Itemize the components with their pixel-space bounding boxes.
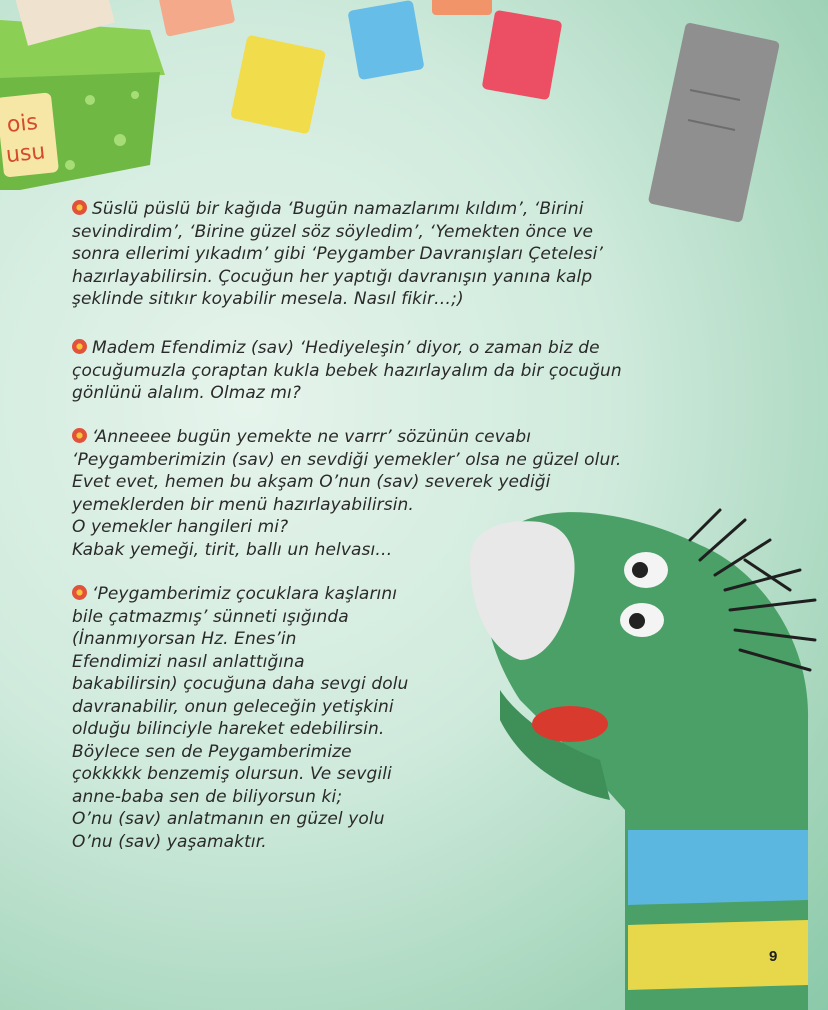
- sock-puppet-illustration: [470, 510, 815, 1010]
- page-number: 9: [769, 948, 778, 965]
- paragraph-line: Süslü püslü bir kağıda ‘Bugün namazlarımı kıldım’, ‘Birini: [72, 198, 603, 221]
- paragraph-4: [72, 583, 408, 853]
- box-label-line1: ois: [5, 109, 40, 138]
- paragraph-line: bakabilirsin) çocuğuna daha sevgi dolu: [72, 674, 409, 694]
- paragraph-line: çocuğumuzla çoraptan kukla bebek hazırlayalım da bir çocuğun: [72, 360, 622, 381]
- paragraph-line: O’nu (sav) anlatmanın en güzel yolu: [72, 809, 385, 829]
- paragraph-line: bile çatmazmış’ sünneti ışığında: [72, 606, 349, 627]
- paragraph-line: O’nu (sav) yaşamaktır.: [72, 831, 267, 852]
- paper-notes-illustration: [159, 0, 780, 223]
- paragraph-line: sevindirdim’, ‘Birine güzel söz söyledim’, ‘Yemekten önce ve: [72, 221, 594, 242]
- box-label-line2: usu: [4, 139, 47, 169]
- paragraph-line: sonra ellerimi yıkadım’ gibi ‘Peygamber Davranışları Çetelesi’: [72, 244, 603, 264]
- paragraph-line: Efendimizi nasıl anlattığına: [72, 651, 305, 672]
- paragraph-line: Evet evet, hemen bu akşam O’nun (sav) severek yediği: [72, 472, 551, 492]
- paragraph-line: Madem Efendimiz (sav) ‘Hediyeleşin’ diyor, o zaman biz de: [72, 337, 622, 360]
- paragraph-line: Böylece sen de Peygamberimize: [72, 741, 352, 762]
- green-box-illustration: [0, 0, 165, 190]
- paragraph-line: davranabilir, onun geleceğin yetişkini: [72, 696, 394, 717]
- flower-bullet-icon: [72, 428, 87, 443]
- paragraph-line: Kabak yemeği, tirit, ballı un helvası…: [72, 539, 393, 560]
- paragraph-line: çokkkkk benzemiş olursun. Ve sevgili: [72, 764, 392, 784]
- paragraph-line: yemeklerden bir menü hazırlayabilirsin.: [72, 494, 414, 515]
- paragraph-line: (İnanmıyorsan Hz. Enes’in: [72, 629, 297, 649]
- flower-bullet-icon: [72, 200, 87, 215]
- paragraph-1: [72, 198, 603, 311]
- flower-bullet-icon: [72, 585, 87, 600]
- paragraph-2: [72, 337, 622, 405]
- paragraph-line: olduğu bilinciyle hareket edebilirsin.: [72, 719, 385, 739]
- flower-bullet-icon: [72, 339, 87, 354]
- paragraph-line: şeklinde sitıkır koyabilir mesela. Nasıl fikir…;): [72, 289, 464, 309]
- paragraph-3: [72, 426, 621, 561]
- paragraph-line: ‘Peygamberimiz çocuklara kaşlarını: [72, 583, 408, 606]
- paragraph-line: ‘Anneeee bugün yemekte ne varrr’ sözünün cevabı: [72, 426, 621, 449]
- paragraph-line: gönlünü alalım. Olmaz mı?: [72, 383, 302, 403]
- paragraph-line: O yemekler hangileri mi?: [72, 517, 289, 537]
- paragraph-line: anne-baba sen de biliyorsun ki;: [72, 786, 343, 807]
- paragraph-line: hazırlayabilirsin. Çocuğun her yaptığı davranışın yanına kalp: [72, 266, 593, 287]
- paragraph-line: ‘Peygamberimizin (sav) en sevdiği yemekler’ olsa ne güzel olur.: [72, 449, 622, 470]
